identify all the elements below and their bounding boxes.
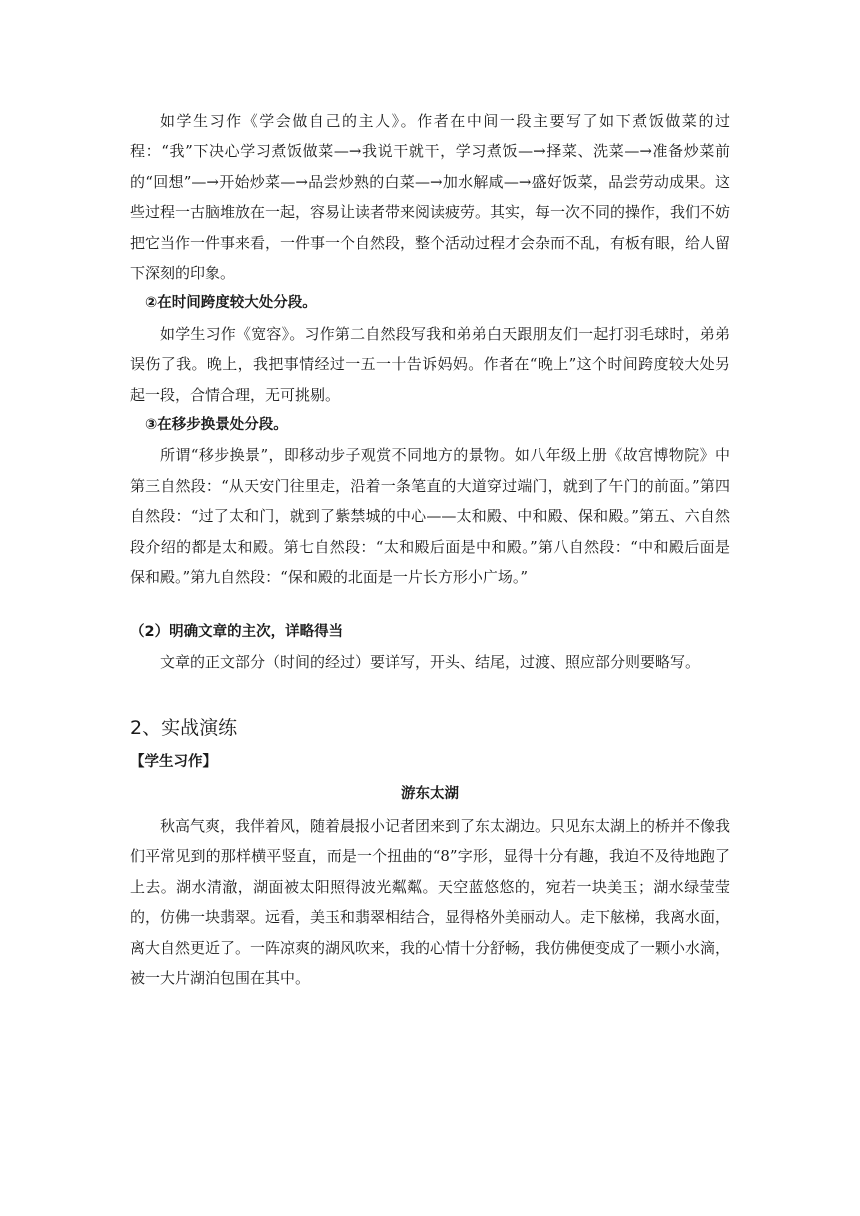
section2-title: 2、实战演练 — [130, 716, 238, 739]
essay-title: 游东太湖 — [401, 785, 459, 802]
student-work-label: 【学生习作】 — [130, 753, 217, 770]
spacer — [130, 593, 730, 617]
intro-paragraph: 如学生习作《学会做自己的主人》。作者在中间一段主要写了如下煮饭做菜的过程：“我”下决心学习煮饭做菜—→我说干就干，学习煮饭—→择菜、洗菜—→准备炒菜前的“回想”—→开始炒菜—→品尝炒熟的白菜—→加水解咸—→盛好饭菜，品尝劳动成果。这些过程一古脑堆放在一起，容易让读者带来阅读疲劳。其实，每一次不同的操作，我们不妨把它当作一件事来看，一件事一个自然段，整个活动过程才会杂而不乱，有板有眼，给人留下深刻的印象。 — [130, 112, 731, 283]
spacer — [130, 677, 730, 713]
section-b-paragraph: 文章的正文部分（时间的经过）要详写，开头、结尾，过渡、照应部分则要略写。 — [160, 652, 701, 671]
essay-paragraph: 秋高气爽，我伴着风，随着晨报小记者团来到了东太湖边。只见东太湖上的桥并不像我们平常见到的那样横平竖直，而是一个扭曲的“8”字形，显得十分有趣，我迫不及待地跑了上去。湖水清澈，湖面被太阳照得波光粼粼。天空蓝悠悠的，宛若一块美玉；湖水绿莹莹的，仿佛一块翡翠。远看，美玉和翡翠相结合，显得格外美丽动人。走下舷梯，我离水面，离大自然更近了。一阵凉爽的湖风吹来，我的心情十分舒畅，我仿佛便变成了一颗小水滴，被一大片湖泊包围在其中。 — [130, 816, 731, 987]
section-b-heading: （2）明确文章的主次，详略得当 — [130, 623, 344, 640]
point2-heading: ②在时间跨度较大处分段。 — [145, 295, 317, 312]
document-body — [130, 106, 730, 993]
point3-heading: ③在移步换景处分段。 — [145, 417, 288, 434]
point2-paragraph: 如学生习作《宽容》。习作第二自然段写我和弟弟白天跟朋友们一起打羽毛球时，弟弟误伤了我。晚上，我把事情经过一五一十告诉妈妈。作者在“晚上”这个时间跨度较大处另起一段，合情合理，无可挑剔。 — [130, 324, 730, 404]
point3-paragraph: 所谓“移步换景”，即移动步子观赏不同地方的景物。如八年级上册《故宫博物院》中第三自然段：“从天安门往里走，沿着一条笔直的大道穿过端门，就到了午门的前面。”第四自然段：“过了太和门，就到了紫禁城的中心——太和殿、中和殿、保和殿。”第五、六自然段介绍的都是太和殿。第七自然段：“太和殿后面是中和殿。”第八自然段：“中和殿后面是保和殿。”第九自然段：“保和殿的北面是一片长方形小广场。” — [130, 446, 730, 587]
